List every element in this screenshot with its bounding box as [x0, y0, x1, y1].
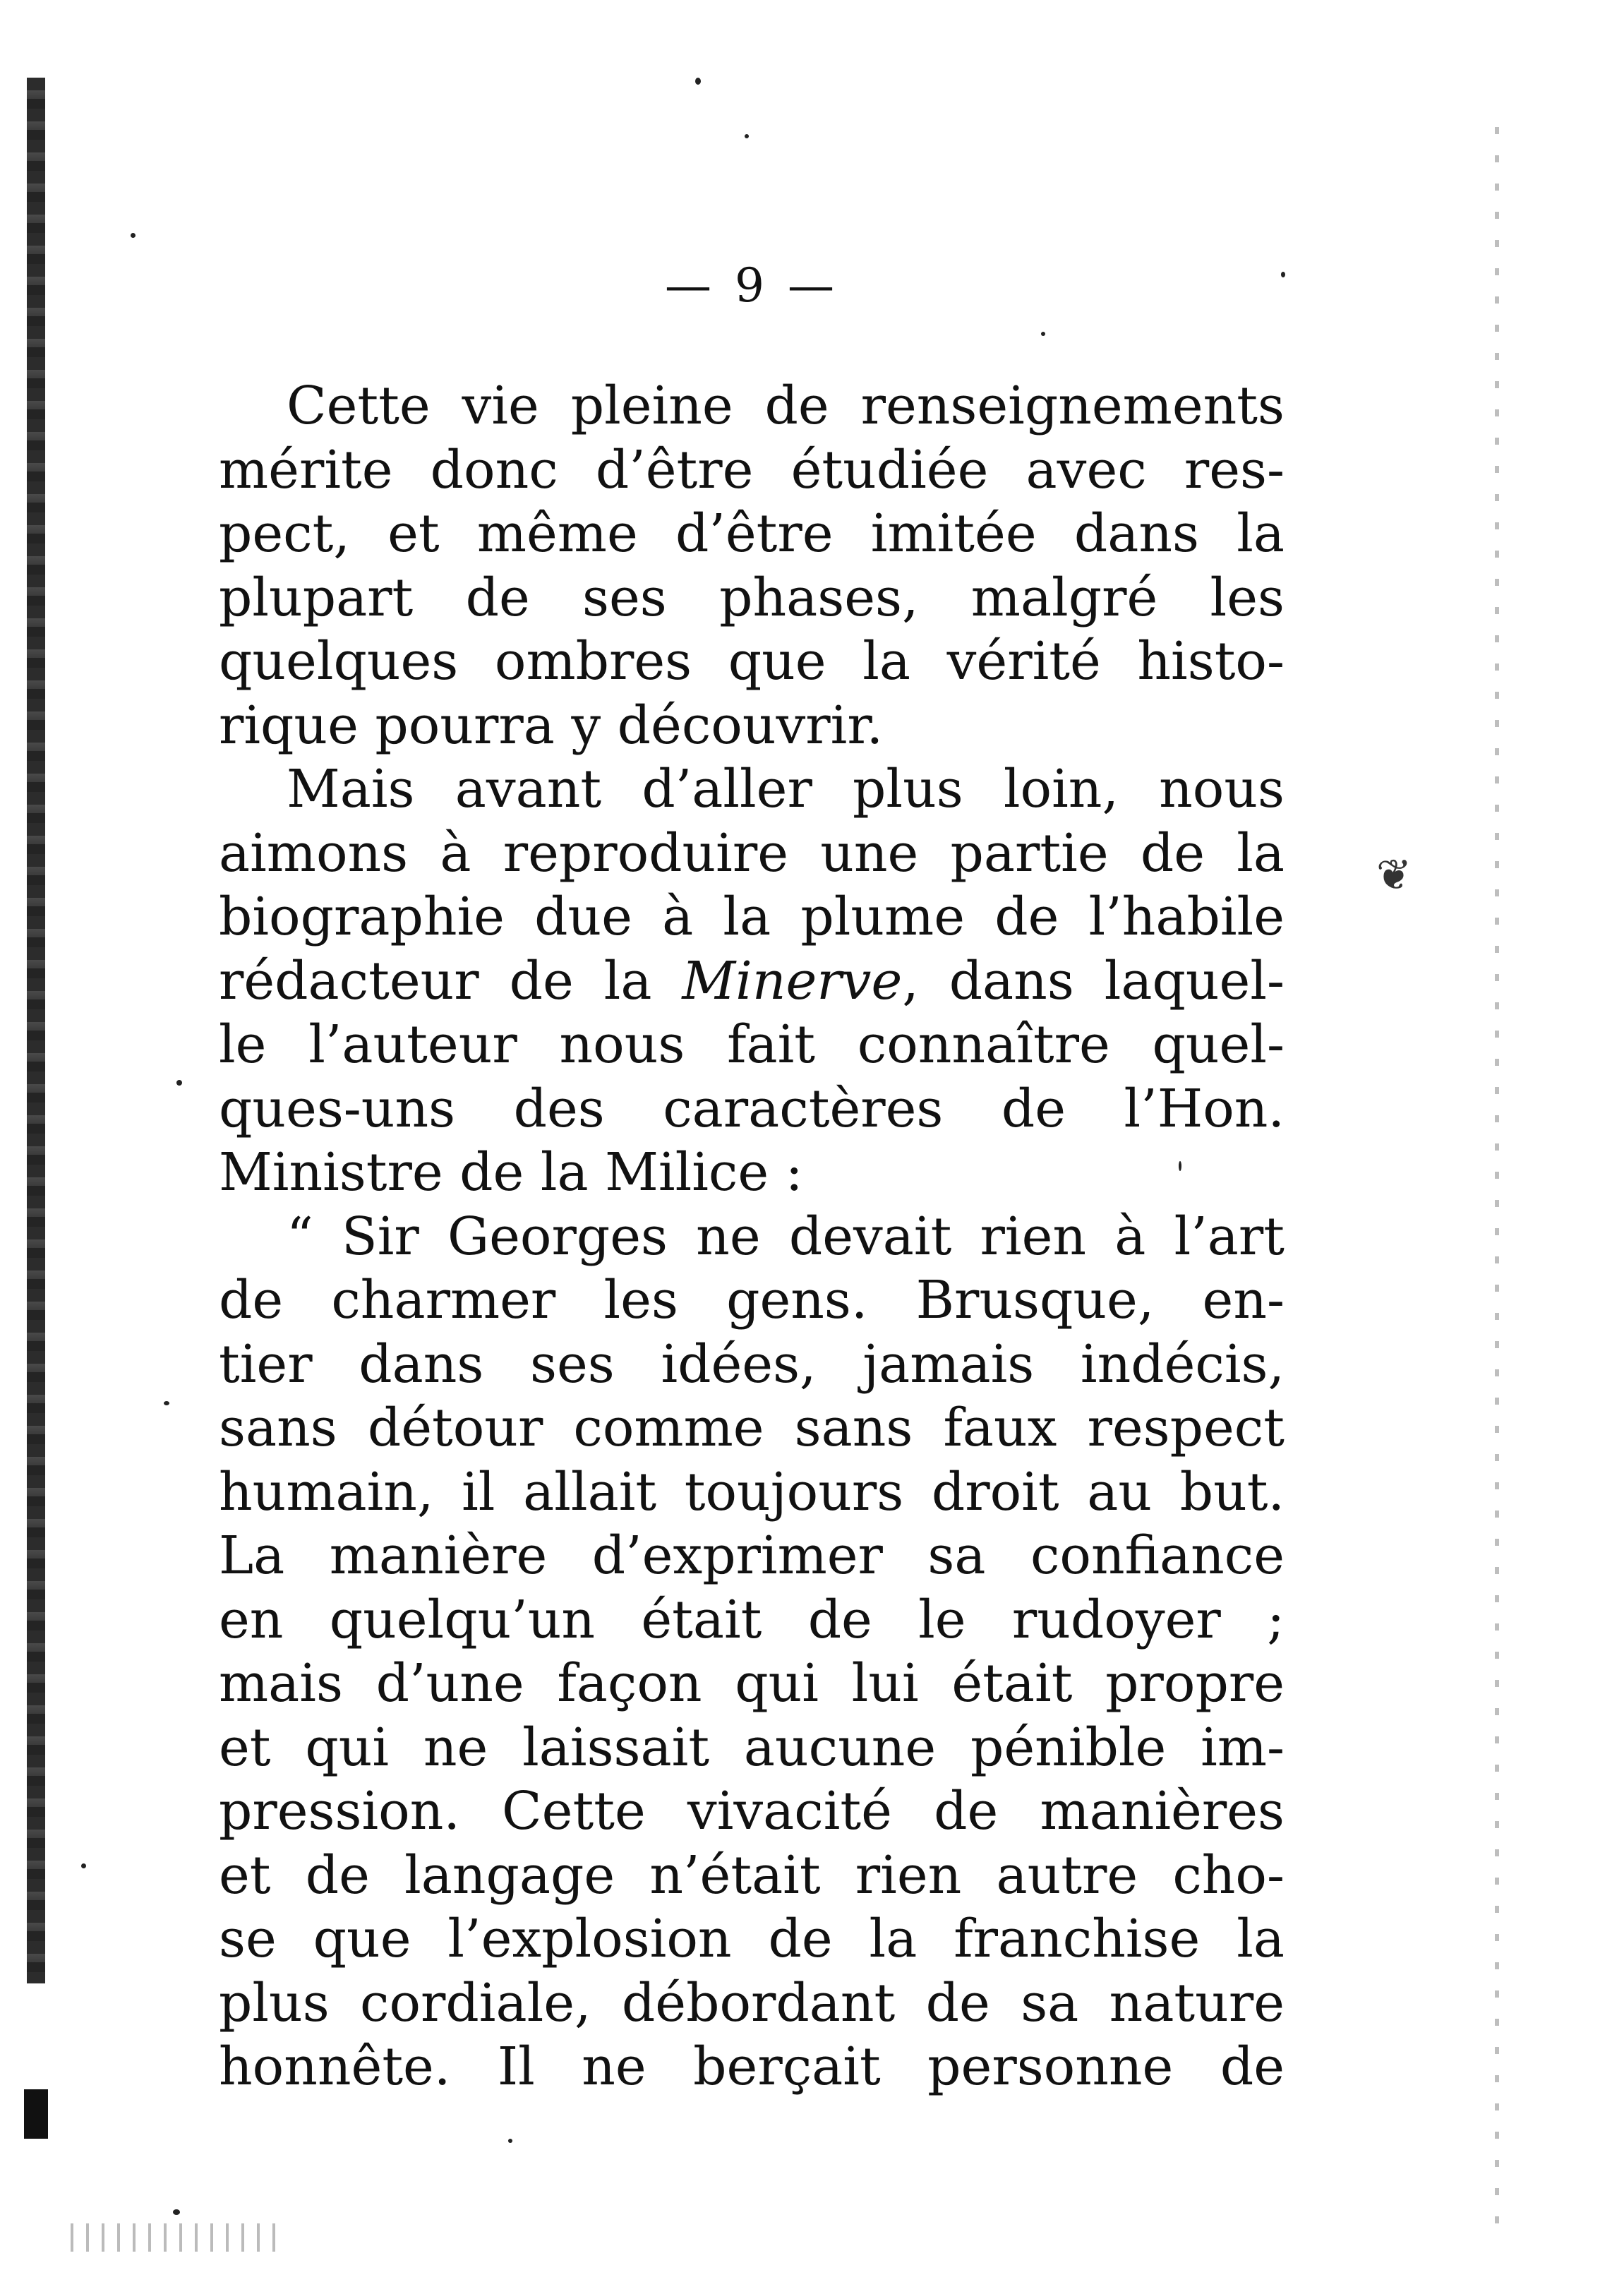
text-line: biographie due à la plume de l’habile — [219, 887, 1285, 947]
scan-speck — [176, 1080, 182, 1086]
text-line: quelques ombres que la vérité histo- — [219, 631, 1285, 692]
scan-speck — [164, 1401, 169, 1405]
text-line: en quelqu’un était de le rudoyer ; — [219, 1589, 1285, 1650]
text-line: ques-uns des caractères de l’Hon. — [219, 1078, 1285, 1139]
text-line: pression. Cette vivacité de manières — [219, 1781, 1285, 1842]
text-line: aimons à reproduire une partie de la — [219, 822, 1285, 884]
scan-speck — [131, 233, 136, 238]
text-line: Cette vie pleine de renseignements — [287, 376, 1285, 436]
text-line: et qui ne laissait aucune pénible im- — [219, 1717, 1285, 1778]
scan-speck — [1041, 332, 1045, 336]
scan-speck — [173, 2209, 180, 2215]
text-line: se que l’explosion de la franchise la — [219, 1909, 1285, 1969]
text-line: tier dans ses idées, jamais indécis, — [219, 1333, 1285, 1395]
scan-speck — [695, 78, 701, 85]
scan-speck — [508, 2139, 512, 2143]
text-line: La manière d’exprimer sa confiance — [219, 1525, 1285, 1586]
binding-shadow — [27, 78, 45, 1983]
right-scan-edge — [1495, 127, 1499, 2245]
binding-mark — [24, 2089, 48, 2139]
text-line: rédacteur de la Minerve, dans laquel- — [219, 950, 1285, 1011]
text-line: mérite donc d’être étudiée avec res- — [219, 439, 1285, 500]
text-line: “ Sir Georges ne devait rien à l’art — [287, 1206, 1285, 1267]
text-line: rique pourra y découvrir. — [219, 695, 884, 756]
bottom-scan-specks — [71, 2223, 282, 2252]
text-line: Mais avant d’aller plus loin, nous — [287, 759, 1285, 819]
text-line: et de langage n’était rien autre cho- — [219, 1844, 1285, 1906]
text-line: pect, et même d’être imitée dans la — [219, 503, 1285, 564]
text-line: plus cordiale, débordant de sa nature — [219, 1972, 1285, 2034]
text-line: Ministre de la Milice : — [219, 1142, 803, 1203]
text-line: sans détour comme sans faux respect — [219, 1398, 1285, 1458]
scan-speck — [745, 134, 749, 138]
text-line: honnête. Il ne berçait personne de — [219, 2036, 1285, 2097]
text-line: humain, il allait toujours droit au but. — [219, 1461, 1285, 1523]
page-number: — 9 — — [665, 258, 838, 313]
margin-ink-mark: ❦ — [1376, 851, 1412, 900]
text-line: de charmer les gens. Brusque, en- — [219, 1270, 1285, 1331]
text-line: mais d’une façon qui lui était propre — [219, 1653, 1285, 1714]
body-text — [219, 374, 1285, 2099]
scan-speck — [81, 1863, 86, 1868]
journal-title-italic: Minerve — [682, 950, 903, 1011]
text-line: le l’auteur nous fait connaître quel- — [219, 1014, 1285, 1075]
text-line: plupart de ses phases, malgré les — [219, 567, 1285, 628]
